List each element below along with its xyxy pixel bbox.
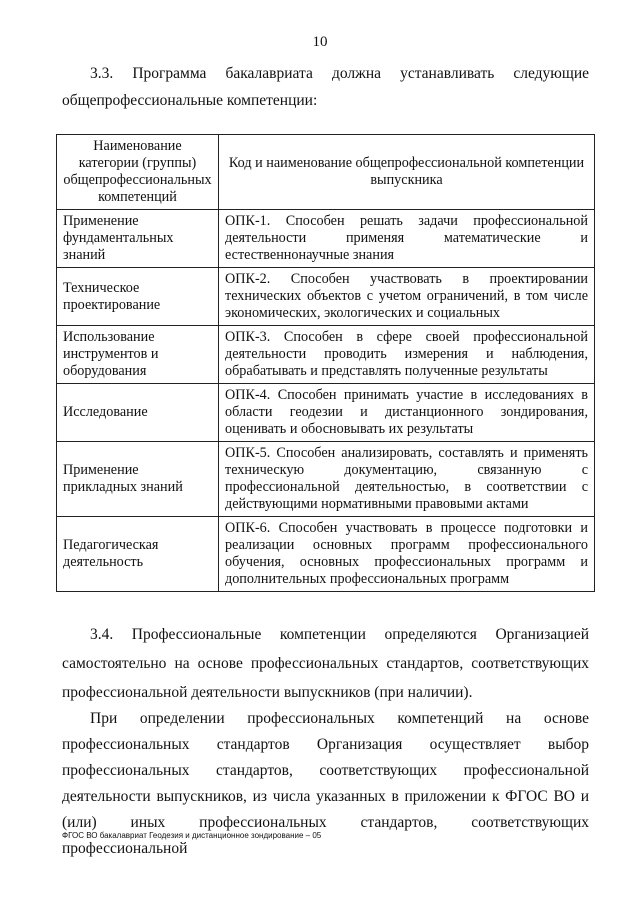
header-code: Код и наименование общепрофессиональной компетенции выпускника	[219, 135, 595, 210]
competence-cell: ОПК-2. Способен участвовать в проектировании технических объектов с учетом ограничений, в том числе экономических, экологических и социальных	[219, 268, 595, 326]
competence-cell: ОПК-4. Способен принимать участие в исследованиях в области геодезии и дистанционного зондирования, оценивать и обосновывать их результаты	[219, 384, 595, 442]
table-row	[57, 210, 595, 268]
category-cell: Исследование	[57, 384, 219, 442]
page-number: 10	[312, 34, 328, 50]
table-header-row	[57, 135, 595, 210]
competence-cell: ОПК-5. Способен анализировать, составлять и применять техническую документацию, связанную с профессиональной деятельностью, в соответствии с действующими нормативными правовыми актами	[219, 442, 595, 517]
page-footer: ФГОС ВО бакалавриат Геодезия и дистанционное зондирование – 05	[62, 831, 322, 840]
category-cell: Применение прикладных знаний	[57, 442, 219, 517]
table-row	[57, 384, 595, 442]
professional-standards-paragraph: При определении профессиональных компетенций на основе профессиональных стандартов Организация осуществляет выбор профессиональных стандартов, соответствующих профессиональной деятельности выпускников, из числа указанных в приложении к ФГОС ВО и (или) иных профессиональных стандартов, соответствующих профессиональной	[62, 710, 589, 857]
category-cell: Техническое проектирование	[57, 268, 219, 326]
competence-cell: ОПК-6. Способен участвовать в процессе подготовки и реализации основных программ профессионального обучения, основных профессиональных программ и дополнительных профессиональных программ	[219, 517, 595, 592]
category-cell: Применение фундаментальных знаний	[57, 210, 219, 268]
category-cell: Педагогическая деятельность	[57, 517, 219, 592]
section-3-4-paragraph: 3.4. Профессиональные компетенции определяются Организацией самостоятельно на основе профессиональных стандартов, соответствующих профессиональной деятельности выпускников (при наличии).	[62, 626, 589, 701]
category-cell: Использование инструментов и оборудования	[57, 326, 219, 384]
table-row	[57, 442, 595, 517]
competencies-table	[56, 134, 595, 592]
competence-cell: ОПК-1. Способен решать задачи профессиональной деятельности применяя математические и естественнонаучные знания	[219, 210, 595, 268]
section-3-3-paragraph: 3.3. Программа бакалавриата должна устанавливать следующие общепрофессиональные компетенции:	[62, 65, 589, 109]
header-category: Наименование категории (группы) общепрофессиональных компетенций	[57, 135, 219, 210]
competence-cell: ОПК-3. Способен в сфере своей профессиональной деятельности проводить измерения и наблюдения, обрабатывать и представлять полученные результаты	[219, 326, 595, 384]
table-row	[57, 268, 595, 326]
table-row	[57, 326, 595, 384]
table-row	[57, 517, 595, 592]
